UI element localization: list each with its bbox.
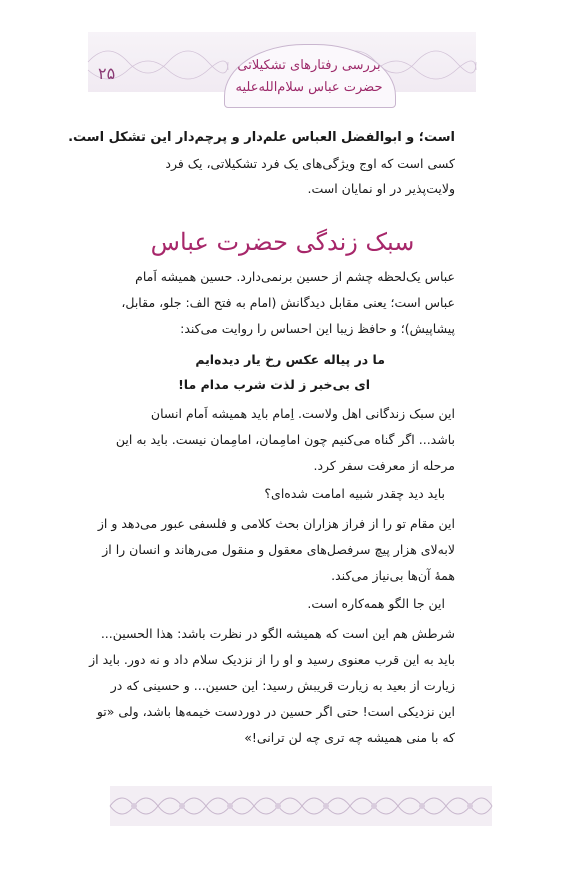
header-title-line1: بررسی رفتارهای تشکیلاتی [237, 58, 381, 73]
paragraph-line: شرطش هم این است که همیشه الگو در نظرت باشد: هذا الحسین... [100, 626, 455, 641]
page-number: ۲۵ [98, 64, 116, 83]
section-heading: سبک زندگی حضرت عباس [150, 228, 415, 256]
paragraph-line: که با منی همیشه چه تری چه لن ترانی!» [244, 730, 455, 745]
intro-line: ولایت‌پذیر در او نمایان است. [307, 181, 455, 196]
paragraph-line: عباس است؛ یعنی مقابل دیدگانش (امام به فتح الف: جلو، مقابل، [121, 295, 455, 310]
footer-floral-border-icon [110, 786, 492, 826]
paragraph-line: باید به این قرب معنوی رسید و او را از نزدیک سلام داد و نه دور. باید از [89, 652, 455, 667]
intro-line: کسی است که اوج ویژگی‌های یک فرد تشکیلاتی، یک فرد [165, 156, 455, 171]
poem-line: ای بی‌خبر ز لذت شرب مدام ما! [178, 377, 370, 392]
paragraph-line: عباس یک‌لحظه چشم از حسین برنمی‌دارد. حسین همیشه اَمام [135, 269, 455, 284]
paragraph-line: این مقام تو را از فراز هزاران بحث کلامی و فلسفی عبور می‌دهد و از [97, 516, 455, 531]
model-line: این جا الگو همه‌کاره است. [307, 596, 445, 611]
paragraph-line: مرحله از معرفت سفر کرد. [313, 458, 455, 473]
paragraph-line: پیشاپیش)؛ و حافظ زیبا این احساس را روایت می‌کند: [180, 321, 455, 336]
paragraph-line: باشد... اگر گناه می‌کنیم چون امامِمان، امامِمان نیست. باید به این [115, 432, 455, 447]
header-title-line2: حضرت عباس سلام‌الله‌علیه [235, 80, 383, 95]
paragraph-line: این سبک زندگانی اهل ولاست. اِمام باید همیشه اَمام انسان [150, 406, 455, 421]
intro-line: است؛ و ابوالفضل العباس علم‌دار و پرچم‌دار این تشکل است. [68, 130, 455, 145]
paragraph-line: لابه‌لای هزار پیچ سرفصل‌های معقول و منقول می‌رهاند و انسان را از [102, 542, 455, 557]
question-line: باید دید چقدر شبیه امامت شده‌ای؟ [264, 486, 445, 501]
paragraph-line: زیارت از بعید به زیارت قریبش رسید: این حسین... و حسینی که در [110, 678, 455, 693]
paragraph-line: این نزدیکی است! حتی اگر حسین در دوردست خیمه‌ها باشد، ولی «تو [96, 704, 455, 719]
poem-line: ما در پیاله عکس رخ یار دیده‌ایم [195, 352, 385, 367]
paragraph-line: همهٔ آن‌ها بی‌نیاز می‌کند. [331, 568, 455, 583]
